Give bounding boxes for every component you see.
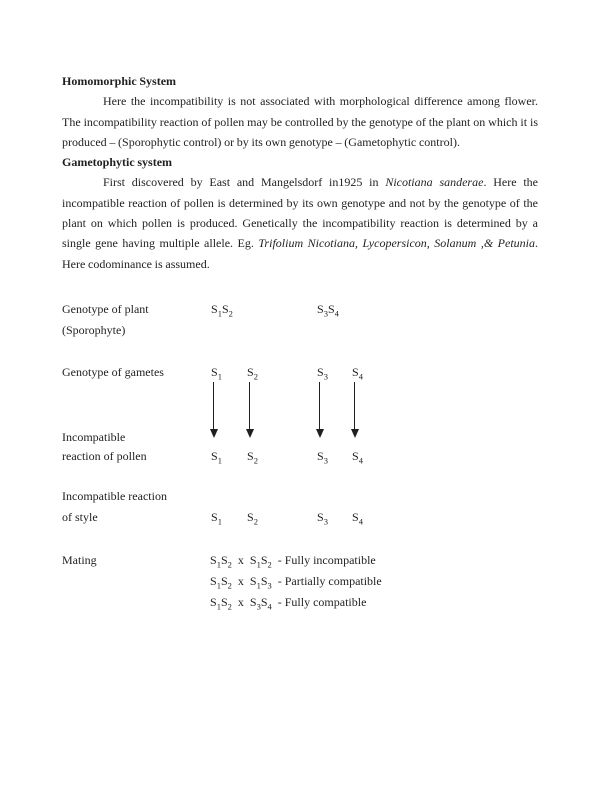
- style-reaction-label-line1: Incompatible reaction: [62, 489, 167, 503]
- pollen-reaction-value-4: $S_4$: [352, 449, 363, 466]
- pollen-reaction-label-line2: reaction of pollen: [62, 449, 147, 463]
- row-plant-genotype: [0, 299, 600, 320]
- style-reaction-value-2: $S_2$: [247, 510, 258, 527]
- pollen-reaction-value-2: $S_2$: [247, 449, 258, 466]
- row-style-reaction: [0, 507, 600, 528]
- down-arrow-icon: [319, 382, 320, 429]
- row-pollen-reaction: [0, 446, 600, 467]
- style-reaction-value-3: $S_3$: [317, 510, 328, 527]
- sporophyte-label: (Sporophyte): [62, 323, 126, 337]
- mating-line-3: $S_1S_2$ x $S_3S_4$ - Fully compatible: [210, 595, 367, 612]
- para-homomorphic-system: Here the incompatibility is not associated with morphological difference among flower. The incompatibility reaction of pollen may be controlled by the genotype of the plant on which it is produced – (Sporophytic control) or by its own genotype – (Gametophytic control).: [62, 94, 538, 149]
- plant-genotype-label: Genotype of plant: [62, 302, 149, 316]
- row-mating-3: [0, 592, 600, 613]
- gamete-value-1: $S_1$: [211, 365, 222, 382]
- row-gametes: [0, 362, 600, 383]
- pollen-reaction-label-line1: Incompatible: [62, 430, 126, 444]
- mating-line-1: $S_1S_2$ x $S_1S_2$ - Fully incompatible: [210, 553, 376, 570]
- para-gametophytic-system: First discovered by East and Mangelsdorf in1925 in Nicotiana sanderae. Here the incompatible reaction of pollen is determined by its own genotype and not by the genotype of the plant on which pollen is produced. Genetically the incompatibility reaction is determined by a single gene having multiple allele. Eg. Trifolium Nicotiana, Lycopersicon, Solanum ,& Petunia. Here codominance is assumed.: [62, 175, 538, 271]
- row-style-label-1: [0, 486, 600, 507]
- row-mating-1: [0, 550, 600, 571]
- gametes-label: Genotype of gametes: [62, 365, 164, 379]
- mating-label: Mating: [62, 553, 97, 567]
- gamete-value-3: $S_3$: [317, 365, 328, 382]
- mating-line-2: $S_1S_2$ x $S_1S_3$ - Partially compatible: [210, 574, 382, 591]
- heading-homomorphic-system: Homomorphic System: [62, 74, 177, 88]
- style-reaction-label-line2: of style: [62, 510, 98, 524]
- gamete-value-2: $S_2$: [247, 365, 258, 382]
- row-sporophyte: [0, 320, 600, 341]
- plant-genotype-value-2: $S_3S_4$: [317, 302, 339, 319]
- down-arrow-icon: [249, 382, 250, 429]
- heading-gametophytic-system: Gametophytic system: [62, 155, 173, 170]
- row-mating-2: [0, 571, 600, 592]
- down-arrow-icon: [213, 382, 214, 429]
- pollen-reaction-value-3: $S_3$: [317, 449, 328, 466]
- down-arrow-icon: [354, 382, 355, 429]
- style-reaction-value-1: $S_1$: [211, 510, 222, 527]
- row-pollen-label-1: [0, 427, 600, 448]
- style-reaction-value-4: $S_4$: [352, 510, 363, 527]
- pollen-reaction-value-1: $S_1$: [211, 449, 222, 466]
- gamete-value-4: $S_4$: [352, 365, 363, 382]
- plant-genotype-value-1: $S_1S_2$: [211, 302, 233, 319]
